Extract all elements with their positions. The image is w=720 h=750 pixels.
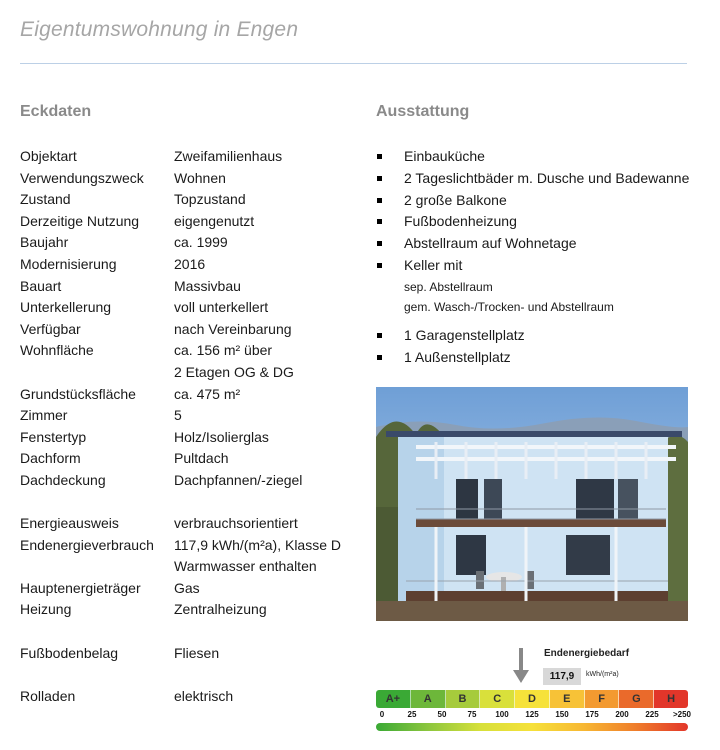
row-dachform <box>20 448 360 470</box>
row-key: Modernisierung <box>20 255 117 272</box>
row-value: Warmwasser enthalten <box>174 558 317 575</box>
list-item <box>376 168 696 190</box>
row-value: verbrauchsorientiert <box>174 515 298 532</box>
row-key: Dachdeckung <box>20 471 106 488</box>
list-item-label: Einbauküche <box>404 148 485 164</box>
energy-class-bar <box>376 690 688 708</box>
energy-tick-label: 25 <box>407 710 417 719</box>
row-value: Gas <box>174 579 200 596</box>
energy-class-e: E <box>550 690 585 708</box>
spacer <box>20 664 360 686</box>
page-title: Eigentumswohnung in Engen <box>20 18 299 41</box>
row-key: Fußbodenbelag <box>20 644 119 661</box>
list-item-label: 2 große Balkone <box>404 191 507 208</box>
row-key: Zimmer <box>20 407 68 424</box>
list-item-label: Abstellraum auf Wohnetage <box>404 235 577 252</box>
energy-ticks <box>376 710 692 722</box>
ausstattung-list <box>376 146 696 368</box>
energy-scale <box>376 640 692 740</box>
house-photo <box>376 387 688 621</box>
row-value: eigengenutzt <box>174 212 255 229</box>
energy-label: Endenergiebedarf <box>544 648 630 659</box>
row-zimmer <box>20 405 360 427</box>
row-zustand <box>20 189 360 211</box>
energy-tick-label: 100 <box>495 710 509 719</box>
list-item <box>376 146 696 168</box>
energy-tick-label: 150 <box>555 710 569 719</box>
list-item <box>376 190 696 212</box>
row-endenergieverbrauch-cont <box>20 556 360 578</box>
energy-class-f: F <box>585 690 620 708</box>
row-value: Topzustand <box>174 191 246 208</box>
spacer <box>20 492 360 514</box>
spacer <box>20 621 360 643</box>
row-key: Verwendungszweck <box>20 169 144 186</box>
energy-class-g: G <box>619 690 654 708</box>
energy-class-b: B <box>446 690 481 708</box>
row-fenstertyp <box>20 427 360 449</box>
energy-tick-label: 175 <box>585 710 599 719</box>
row-rolladen <box>20 686 360 708</box>
row-key: Zustand <box>20 191 71 208</box>
energy-class-aplus: A+ <box>376 690 411 708</box>
keller-sublist <box>376 277 696 317</box>
row-key: Grundstücksfläche <box>20 385 136 402</box>
list-item <box>376 255 696 277</box>
row-value: ca. 1999 <box>174 234 228 251</box>
row-key: Dachform <box>20 450 81 467</box>
row-value: Pultdach <box>174 450 229 467</box>
row-endenergieverbrauch <box>20 535 360 557</box>
sublist-item: sep. Abstellraum <box>404 279 493 294</box>
row-value: voll unterkellert <box>174 299 269 316</box>
arrow-down-icon <box>512 648 530 684</box>
row-unterkellerung <box>20 297 360 319</box>
ausstattung-heading: Ausstattung <box>376 103 470 120</box>
energy-tick-label: 75 <box>467 710 477 719</box>
energy-tick-label: 50 <box>437 710 447 719</box>
row-key: Rolladen <box>20 687 76 704</box>
row-value: nach Vereinbarung <box>174 320 292 337</box>
list-item-label: 1 Außenstellplatz <box>404 348 511 365</box>
eckdaten-heading: Eckdaten <box>20 103 92 120</box>
row-dachdeckung <box>20 470 360 492</box>
row-bauart <box>20 276 360 298</box>
row-value: Holz/Isolierglas <box>174 428 269 445</box>
list-item <box>376 233 696 255</box>
energy-value: 117,9 <box>543 668 581 685</box>
row-key: Objektart <box>20 148 77 164</box>
bullet-icon <box>377 355 382 360</box>
energy-class-h: H <box>654 690 688 708</box>
energy-tick-label: 125 <box>525 710 539 719</box>
energy-class-a: A <box>411 690 446 708</box>
row-value: Fliesen <box>174 644 220 661</box>
row-objektart <box>20 146 360 168</box>
row-energieausweis <box>20 513 360 535</box>
row-wohnflaeche <box>20 340 360 362</box>
list-item <box>376 211 696 233</box>
row-verfuegbar <box>20 319 360 341</box>
row-key: Verfügbar <box>20 320 81 337</box>
row-key: Derzeitige Nutzung <box>20 212 140 229</box>
eckdaten-table <box>20 146 360 707</box>
row-key: Hauptenergieträger <box>20 579 141 596</box>
bullet-icon <box>377 154 382 159</box>
sublist-item: gem. Wasch-/Trocken- und Abstellraum <box>404 299 614 314</box>
row-baujahr <box>20 232 360 254</box>
bullet-icon <box>377 219 382 224</box>
row-value: Zweifamilienhaus <box>174 148 283 164</box>
row-key <box>20 556 174 578</box>
row-hauptenergietraeger <box>20 578 360 600</box>
row-fussbodenbelag <box>20 643 360 665</box>
row-key: Wohnfläche <box>20 342 94 359</box>
row-key: Unterkellerung <box>20 299 112 316</box>
bullet-icon <box>377 241 382 246</box>
row-value: ca. 475 m² <box>174 385 241 402</box>
row-value: Zentralheizung <box>174 601 267 618</box>
bullet-icon <box>377 263 382 268</box>
energy-tick-label: 200 <box>615 710 629 719</box>
row-key: Endenergieverbrauch <box>20 536 154 553</box>
list-item-label: Fußbodenheizung <box>404 213 517 230</box>
row-nutzung <box>20 211 360 233</box>
row-value: Wohnen <box>174 169 226 186</box>
row-value: 5 <box>174 407 182 424</box>
bullet-icon <box>377 333 382 338</box>
row-key: Bauart <box>20 277 62 294</box>
bullet-icon <box>377 176 382 181</box>
list-item-label: 1 Garagenstellplatz <box>404 326 525 343</box>
row-modernisierung <box>20 254 360 276</box>
bullet-icon <box>377 198 382 203</box>
list-item-label: 2 Tageslichtbäder m. Dusche und Badewanne <box>404 169 690 186</box>
row-value: 117,9 kWh/(m²a), Klasse D <box>174 536 342 553</box>
row-value: Massivbau <box>174 277 241 294</box>
list-item <box>376 325 696 347</box>
title-divider <box>20 63 687 64</box>
row-value: Dachpfannen/-ziegel <box>174 471 303 488</box>
row-value: 2016 <box>174 255 206 272</box>
energy-class-c: C <box>480 690 515 708</box>
row-key: Heizung <box>20 601 72 618</box>
energy-tick-label: 0 <box>379 710 385 719</box>
row-value: 2 Etagen OG & DG <box>174 363 294 380</box>
list-item <box>376 347 696 369</box>
row-key: Fenstertyp <box>20 428 87 445</box>
energy-tick-label: 225 <box>645 710 659 719</box>
row-heizung <box>20 599 360 621</box>
row-verwendungszweck <box>20 168 360 190</box>
energy-class-d: D <box>515 690 550 708</box>
energy-gradient-bar <box>376 723 688 731</box>
row-key <box>20 362 174 384</box>
row-key: Baujahr <box>20 234 69 251</box>
row-value: ca. 156 m² über <box>174 342 273 359</box>
list-item-label: Keller mit <box>404 256 463 273</box>
energy-tick-label: >250 <box>672 710 692 719</box>
row-grundstuecksflaeche <box>20 384 360 406</box>
energy-unit: kWh/(m²a) <box>586 671 619 678</box>
row-wohnflaeche-cont <box>20 362 360 384</box>
row-value: elektrisch <box>174 687 234 704</box>
row-key: Energieausweis <box>20 515 119 532</box>
